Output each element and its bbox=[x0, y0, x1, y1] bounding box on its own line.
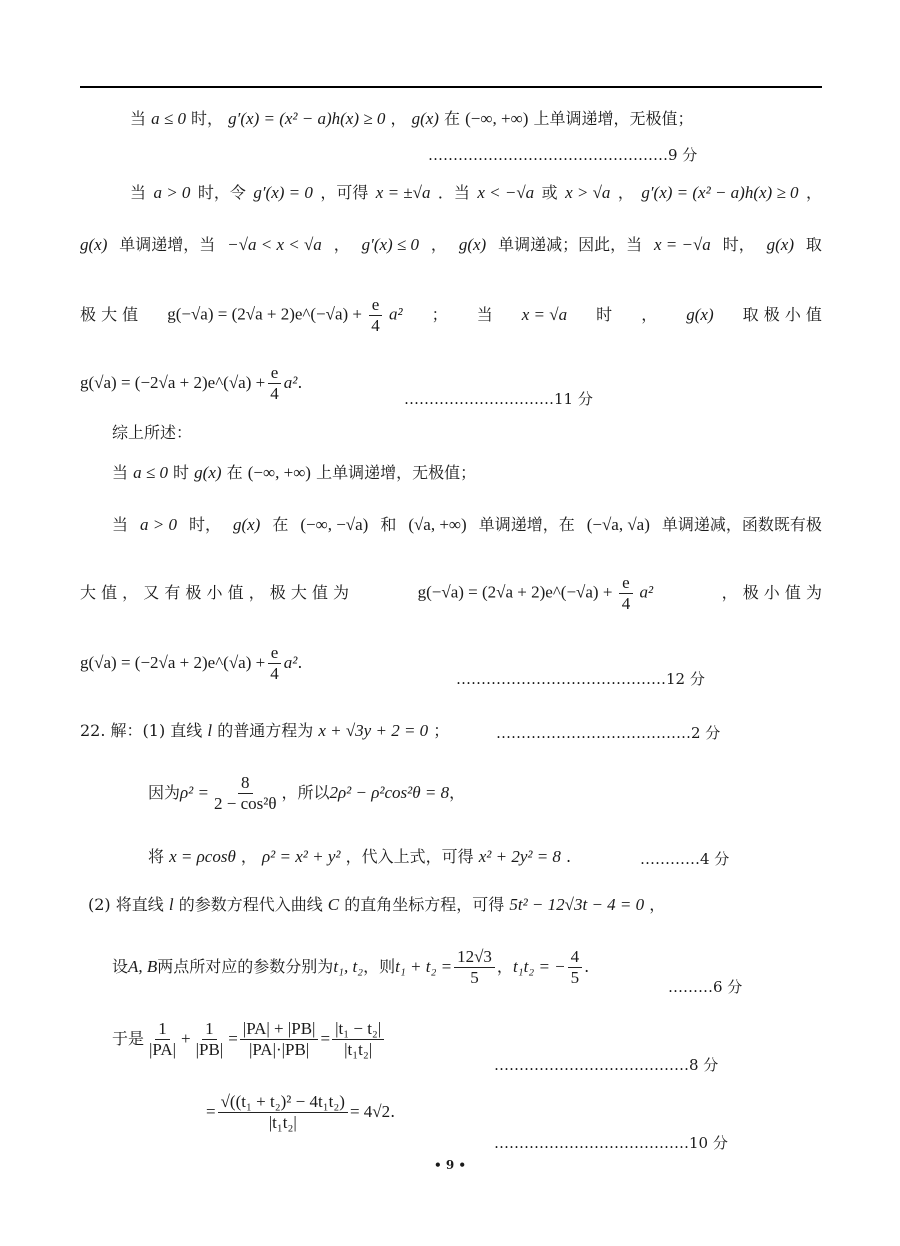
summary-case-2 bbox=[112, 514, 822, 536]
polar-equation-line bbox=[148, 770, 465, 816]
operator: + bbox=[181, 1029, 191, 1048]
text: . bbox=[297, 373, 303, 392]
operator: = bbox=[320, 1029, 331, 1048]
denominator: 4 bbox=[621, 593, 631, 613]
text: 和 bbox=[380, 515, 397, 534]
formula: g(x) bbox=[458, 235, 487, 254]
denominator: 4 bbox=[270, 383, 279, 403]
substitute-line bbox=[148, 846, 571, 868]
header-rule bbox=[80, 86, 822, 88]
formula: a > 0 bbox=[140, 515, 177, 534]
summary-min-line bbox=[80, 640, 302, 686]
numerator: √((t₁ + t₂)² − 4t₁t₂) bbox=[218, 1092, 348, 1113]
text: ，所以 bbox=[281, 783, 330, 802]
formula bbox=[418, 573, 653, 614]
numerator: 1 bbox=[202, 1019, 217, 1040]
score-marker: …………………………11 分 bbox=[404, 390, 593, 408]
text: 单调递减；因此，当 bbox=[498, 235, 643, 254]
text: 的参数方程代入曲线 bbox=[178, 895, 323, 914]
text: ， bbox=[641, 305, 658, 324]
text: ， bbox=[430, 235, 447, 254]
fraction bbox=[218, 1092, 348, 1133]
text: 时， bbox=[188, 515, 221, 534]
text: ， bbox=[805, 183, 822, 202]
text: ，代入上式，可得 bbox=[345, 847, 474, 866]
text: 时，令 bbox=[197, 183, 246, 202]
formula: 2ρ² − ρ²cos²θ = 8 bbox=[329, 783, 450, 802]
fraction bbox=[193, 1019, 227, 1060]
numerator: e bbox=[268, 643, 282, 664]
text: 于是 bbox=[112, 1029, 145, 1048]
monotonic-line bbox=[80, 234, 822, 256]
formula: −√a < x < √a bbox=[227, 235, 322, 254]
formula: g′(x) = 0 bbox=[253, 183, 313, 202]
formula: a > 0 bbox=[153, 183, 191, 202]
formula-part: g(−√a) = (2√a + 2)e^(−√a) + bbox=[167, 303, 367, 323]
text: ，可得 bbox=[320, 183, 369, 202]
text: 两点所对应的参数分别为 bbox=[157, 957, 334, 976]
score-marker: …………………………………………9 分 bbox=[428, 146, 698, 164]
part-2-line bbox=[88, 894, 665, 916]
fraction bbox=[267, 363, 282, 404]
denominator: |PA| bbox=[149, 1039, 176, 1059]
text: 当 bbox=[476, 305, 493, 324]
text: 单调递增，在 bbox=[478, 515, 575, 534]
operator: = bbox=[206, 1102, 216, 1121]
fraction bbox=[211, 773, 280, 814]
numerator: 4 bbox=[568, 947, 583, 968]
numerator: e bbox=[369, 295, 383, 316]
formula: t₁ + t₂ = bbox=[395, 957, 453, 976]
formula: g(√a) = (−2√a + 2)e^(√a) + bbox=[80, 653, 266, 672]
formula-part: g(−√a) = (2√a + 2)e^(−√a) + bbox=[417, 581, 617, 601]
text: ； bbox=[431, 305, 448, 324]
text: ， bbox=[240, 847, 257, 866]
formula: A, B bbox=[128, 957, 158, 976]
text: 取 bbox=[805, 235, 822, 254]
fraction bbox=[332, 1019, 384, 1060]
formula: g′(x) ≤ 0 bbox=[361, 235, 420, 254]
formula: g′(x) = (x² − a)h(x) ≥ 0 bbox=[641, 183, 799, 202]
text: 时 bbox=[596, 305, 613, 324]
text: ， 极 小 值 为 bbox=[721, 583, 822, 602]
text: 或 bbox=[541, 183, 558, 202]
numerator: |t₁ − t₂| bbox=[332, 1019, 384, 1040]
text: 当 bbox=[130, 183, 147, 202]
formula: g(x) bbox=[232, 515, 261, 534]
numerator: 1 bbox=[155, 1019, 170, 1040]
text: 时， bbox=[191, 109, 224, 128]
fraction bbox=[240, 1019, 319, 1060]
formula: a ≤ 0 bbox=[133, 463, 168, 482]
denominator: |t₁t₂| bbox=[344, 1039, 373, 1059]
denominator: 4 bbox=[270, 663, 279, 683]
summary-extrema-line bbox=[80, 570, 822, 616]
text: 设 bbox=[112, 957, 129, 976]
case-a-gt-0-line bbox=[130, 182, 822, 204]
numerator: e bbox=[619, 573, 633, 594]
min-value-line bbox=[80, 360, 302, 406]
score-marker: …………4 分 bbox=[640, 850, 730, 868]
formula: = 4√2 bbox=[349, 1102, 391, 1121]
text: 在 bbox=[444, 109, 461, 128]
text: 时， bbox=[722, 235, 755, 254]
score-marker: ………6 分 bbox=[668, 978, 743, 996]
text: (2) 将直线 bbox=[88, 895, 164, 914]
denominator: |t₁t₂| bbox=[268, 1112, 297, 1132]
text: 当 bbox=[112, 515, 129, 534]
text: 上单调递增，无极值； bbox=[533, 109, 694, 128]
text: 单调递增，当 bbox=[119, 235, 216, 254]
formula: (−∞, +∞) bbox=[465, 109, 529, 128]
fraction bbox=[267, 643, 282, 684]
formula-part: a² bbox=[639, 581, 654, 601]
numerator: 12√3 bbox=[454, 947, 495, 968]
text: . bbox=[390, 1102, 396, 1121]
formula: (−∞, −√a) bbox=[300, 515, 369, 534]
formula: g′(x) = (x² − a)h(x) ≥ 0 bbox=[228, 109, 386, 128]
formula: t₁t₂ = − bbox=[512, 957, 566, 976]
score-marker: …………………………………10 分 bbox=[494, 1134, 728, 1152]
text: ， bbox=[649, 895, 666, 914]
formula: (√a, +∞) bbox=[408, 515, 467, 534]
fraction bbox=[619, 573, 634, 614]
text: ， bbox=[390, 109, 407, 128]
text: 单调递减，函数既有极 bbox=[661, 515, 822, 534]
formula: a² bbox=[283, 373, 298, 392]
text: ， bbox=[496, 957, 513, 976]
formula: l bbox=[207, 721, 213, 740]
score-marker: …………………………………8 分 bbox=[494, 1056, 719, 1074]
text: 极 大 值 bbox=[80, 305, 139, 324]
text: 当 bbox=[130, 109, 147, 128]
formula: ρ² = bbox=[180, 783, 209, 802]
formula: x < −√a bbox=[477, 183, 535, 202]
numerator: |PA| + |PB| bbox=[240, 1019, 319, 1040]
formula: x² + 2y² = 8 bbox=[478, 847, 561, 866]
final-result-line bbox=[206, 1086, 395, 1138]
formula: t₁, t₂ bbox=[333, 957, 364, 976]
text: ； bbox=[433, 721, 450, 740]
text: 的普通方程为 bbox=[217, 721, 314, 740]
numerator: e bbox=[268, 363, 282, 384]
formula: g(x) bbox=[411, 109, 439, 128]
text: 的直角坐标方程，可得 bbox=[344, 895, 505, 914]
text: 22. 解：(1) 直线 bbox=[80, 721, 203, 740]
score-marker: …………………………………2 分 bbox=[496, 724, 721, 742]
formula: x > √a bbox=[565, 183, 611, 202]
text: ， bbox=[617, 183, 634, 202]
numerator: 8 bbox=[238, 773, 253, 794]
formula: x = −√a bbox=[653, 235, 711, 254]
text: 因为 bbox=[148, 783, 181, 802]
max-value-line bbox=[80, 292, 822, 338]
text: ．当 bbox=[437, 183, 470, 202]
summary-case-1 bbox=[112, 462, 476, 484]
fraction bbox=[368, 295, 383, 336]
problem-22-line bbox=[80, 720, 449, 742]
fraction bbox=[146, 1019, 179, 1060]
parameter-line bbox=[112, 942, 589, 992]
text: 取 极 小 值 bbox=[742, 305, 822, 324]
formula: g(√a) = (−2√a + 2)e^(√a) + bbox=[80, 373, 266, 392]
score-marker: ……………………………………12 分 bbox=[456, 670, 705, 688]
text: 将 bbox=[148, 847, 165, 866]
text: 在 bbox=[226, 463, 243, 482]
formula: x = ρcosθ bbox=[169, 847, 236, 866]
denominator: 5 bbox=[470, 967, 479, 987]
formula: g(x) bbox=[80, 235, 108, 254]
case-a-le-0-line bbox=[130, 108, 694, 130]
text: ，则 bbox=[363, 957, 396, 976]
operator: = bbox=[228, 1029, 238, 1048]
formula: a² bbox=[283, 653, 298, 672]
fraction bbox=[454, 947, 495, 988]
denominator: |PB| bbox=[195, 1039, 224, 1059]
formula: x = ±√a bbox=[375, 183, 431, 202]
formula-part: a² bbox=[389, 303, 403, 323]
formula: l bbox=[168, 895, 174, 914]
formula: ρ² = x² + y² bbox=[262, 847, 341, 866]
formula: C bbox=[327, 895, 340, 914]
denominator: 4 bbox=[371, 315, 380, 335]
formula: a ≤ 0 bbox=[151, 109, 186, 128]
formula: g(x) bbox=[686, 305, 714, 324]
formula: (−∞, +∞) bbox=[247, 463, 311, 482]
text: . bbox=[297, 653, 303, 672]
text: 在 bbox=[272, 515, 289, 534]
text: 上单调递增，无极值； bbox=[316, 463, 477, 482]
formula: g(x) bbox=[766, 235, 794, 254]
text: . bbox=[566, 847, 572, 866]
formula: (−√a, √a) bbox=[586, 515, 650, 534]
text: ， bbox=[449, 783, 466, 802]
page-number: • 9 • bbox=[433, 1158, 467, 1172]
summary-heading: 综上所述： bbox=[112, 423, 193, 442]
formula: x + √3y + 2 = 0 bbox=[318, 721, 429, 740]
denominator: 2 − cos²θ bbox=[214, 793, 277, 813]
formula: 5t² − 12√3t − 4 = 0 bbox=[509, 895, 645, 914]
formula bbox=[167, 295, 402, 336]
reciprocal-sum-line bbox=[112, 1014, 386, 1064]
text: 时 bbox=[173, 463, 190, 482]
text: 当 bbox=[112, 463, 129, 482]
formula: g(x) bbox=[194, 463, 222, 482]
fraction bbox=[568, 947, 583, 988]
text: ， bbox=[333, 235, 350, 254]
text: . bbox=[584, 957, 590, 976]
denominator: |PA|·|PB| bbox=[249, 1039, 310, 1059]
formula: x = √a bbox=[521, 305, 568, 324]
denominator: 5 bbox=[570, 967, 580, 987]
text: 大 值 ， 又 有 极 小 值 ， 极 大 值 为 bbox=[80, 583, 350, 602]
